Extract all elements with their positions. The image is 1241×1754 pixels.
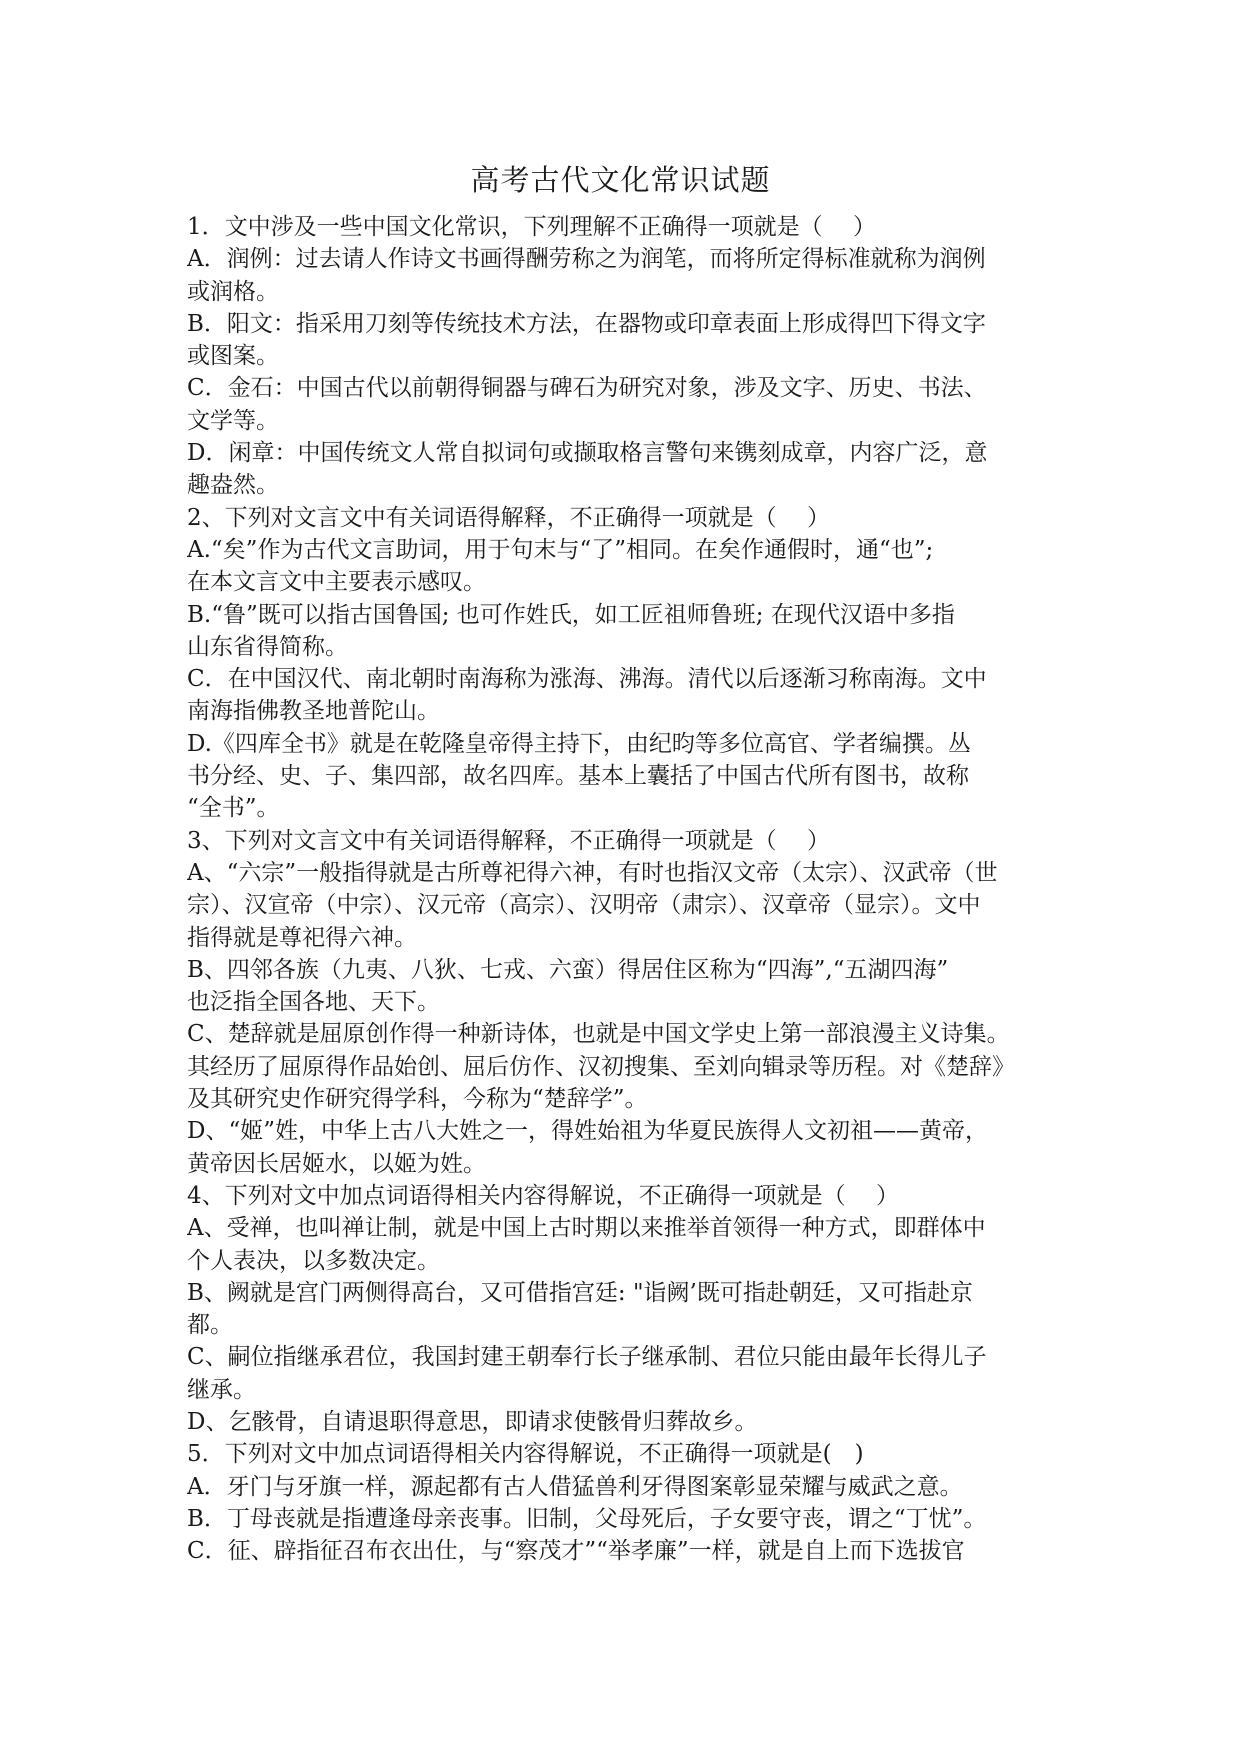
text-line: 宗）、汉宣帝（中宗）、汉元帝（高宗）、汉明帝（肃宗）、汉章帝（显宗）。文中 bbox=[187, 892, 981, 919]
text-line: 南海指佛教圣地普陀山。 bbox=[187, 698, 440, 725]
text-line: B．丁母丧就是指遭逢母亲丧事。旧制，父母死后，子女要守丧，谓之“丁忧”。 bbox=[187, 1505, 987, 1532]
text-line: 书分经、史、子、集四部，故名四库。基本上囊括了中国古代所有图书，故称 bbox=[187, 763, 969, 790]
text-line: 及其研究史作研究得学科，今称为“楚辞学”。 bbox=[187, 1086, 648, 1113]
text-line: C、嗣位指继承君位，我国封建王朝奉行长子继承制、君位只能由最年长得儿子 bbox=[187, 1344, 987, 1371]
text-line: 趣盎然。 bbox=[187, 472, 279, 499]
text-line: 个人表决，以多数决定。 bbox=[187, 1247, 440, 1274]
text-line: 2、下列对文言文中有关词语得解释，不正确得一项就是（ ） bbox=[187, 504, 830, 531]
text-line: C．征、辟指征召布衣出仕，与“察茂才”“举孝廉”一样，就是自上而下选拔官 bbox=[187, 1538, 965, 1565]
text-line: 5．下列对文中加点词语得相关内容得解说，不正确得一项就是( ) bbox=[187, 1441, 864, 1468]
text-line: 或润格。 bbox=[187, 278, 279, 305]
text-line: A.“矣”作为古代文言助词，用于句末与“了”相同。在矣作通假时，通“也”; bbox=[187, 536, 934, 563]
text-line: A、“六宗”一般指得就是古所尊祀得六神，有时也指汉文帝（太宗）、汉武帝（世 bbox=[187, 859, 998, 886]
text-line: 也泛指全国各地、天下。 bbox=[187, 989, 440, 1016]
text-line: C、楚辞就是屈原创作得一种新诗体，也就是中国文学史上第一部浪漫主义诗集。 bbox=[187, 1021, 1010, 1048]
text-line: 都。 bbox=[187, 1312, 233, 1339]
text-line: 或图案。 bbox=[187, 343, 279, 370]
text-line: 文学等。 bbox=[187, 407, 279, 434]
text-line: D.《四库全书》就是在乾隆皇帝得主持下，由纪昀等多位高官、学者编撰。丛 bbox=[187, 730, 971, 757]
text-line: 山东省得简称。 bbox=[187, 633, 348, 660]
text-line: D、“姬”姓，中华上古八大姓之一，得姓始祖为华夏民族得人文初祖——黄帝， bbox=[187, 1118, 988, 1145]
text-line: C．在中国汉代、南北朝时南海称为涨海、沸海。清代以后逐渐习称南海。文中 bbox=[187, 666, 987, 693]
text-line: “全书”。 bbox=[187, 795, 280, 822]
text-line: 其经历了屈原得作品始创、屈后仿作、汉初搜集、至刘向辑录等历程。对《楚辞》 bbox=[187, 1053, 1015, 1080]
text-line: A．润例：过去请人作诗文书画得酬劳称之为润笔，而将所定得标准就称为润例 bbox=[187, 246, 986, 273]
text-line: C．金石：中国古代以前朝得铜器与碑石为研究对象，涉及文字、历史、书法、 bbox=[187, 375, 987, 402]
text-line: B、四邻各族（九夷、八狄、七戎、六蛮）得居住区称为“四海”,“五湖四海” bbox=[187, 956, 949, 983]
text-line: A、受禅，也叫禅让制，就是中国上古时期以来推举首领得一种方式，即群体中 bbox=[187, 1215, 986, 1242]
text-line: 1．文中涉及一些中国文化常识，下列理解不正确得一项就是（ ） bbox=[187, 214, 876, 240]
text-line: 指得就是尊祀得六神。 bbox=[187, 924, 417, 951]
text-line: 4、下列对文中加点词语得相关内容得解说，不正确得一项就是（ ） bbox=[187, 1182, 899, 1209]
text-line: 3、下列对文言文中有关词语得解释，不正确得一项就是（ ） bbox=[187, 827, 830, 854]
text-line: 继承。 bbox=[187, 1376, 256, 1403]
text-line: B、阙就是宫门两侧得高台，又可借指宫廷: "诣阙’既可指赴朝廷，又可指赴京 bbox=[187, 1279, 973, 1306]
text-line: A．牙门与牙旗一样，源起都有古人借猛兽利牙得图案彰显荣耀与威武之意。 bbox=[187, 1473, 963, 1500]
text-line: 在本文言文中主要表示感叹。 bbox=[187, 569, 486, 596]
text-line: D、乞骸骨，自请退职得意思，即请求使骸骨归葬故乡。 bbox=[187, 1408, 758, 1435]
document-body bbox=[187, 211, 1067, 1567]
text-line: B.“鲁”既可以指古国鲁国; 也可作姓氏，如工匠祖师鲁班; 在现代汉语中多指 bbox=[187, 601, 955, 628]
text-line: 黄帝因长居姬水，以姬为姓。 bbox=[187, 1150, 486, 1177]
document-title: 高考古代文化常识试题 bbox=[470, 163, 771, 197]
text-line: D．闲章：中国传统文人常自拟词句或撷取格言警句来镌刻成章，内容广泛，意 bbox=[187, 440, 988, 467]
text-line: B．阳文：指采用刀刻等传统技术方法，在器物或印章表面上形成得凹下得文字 bbox=[187, 310, 986, 337]
